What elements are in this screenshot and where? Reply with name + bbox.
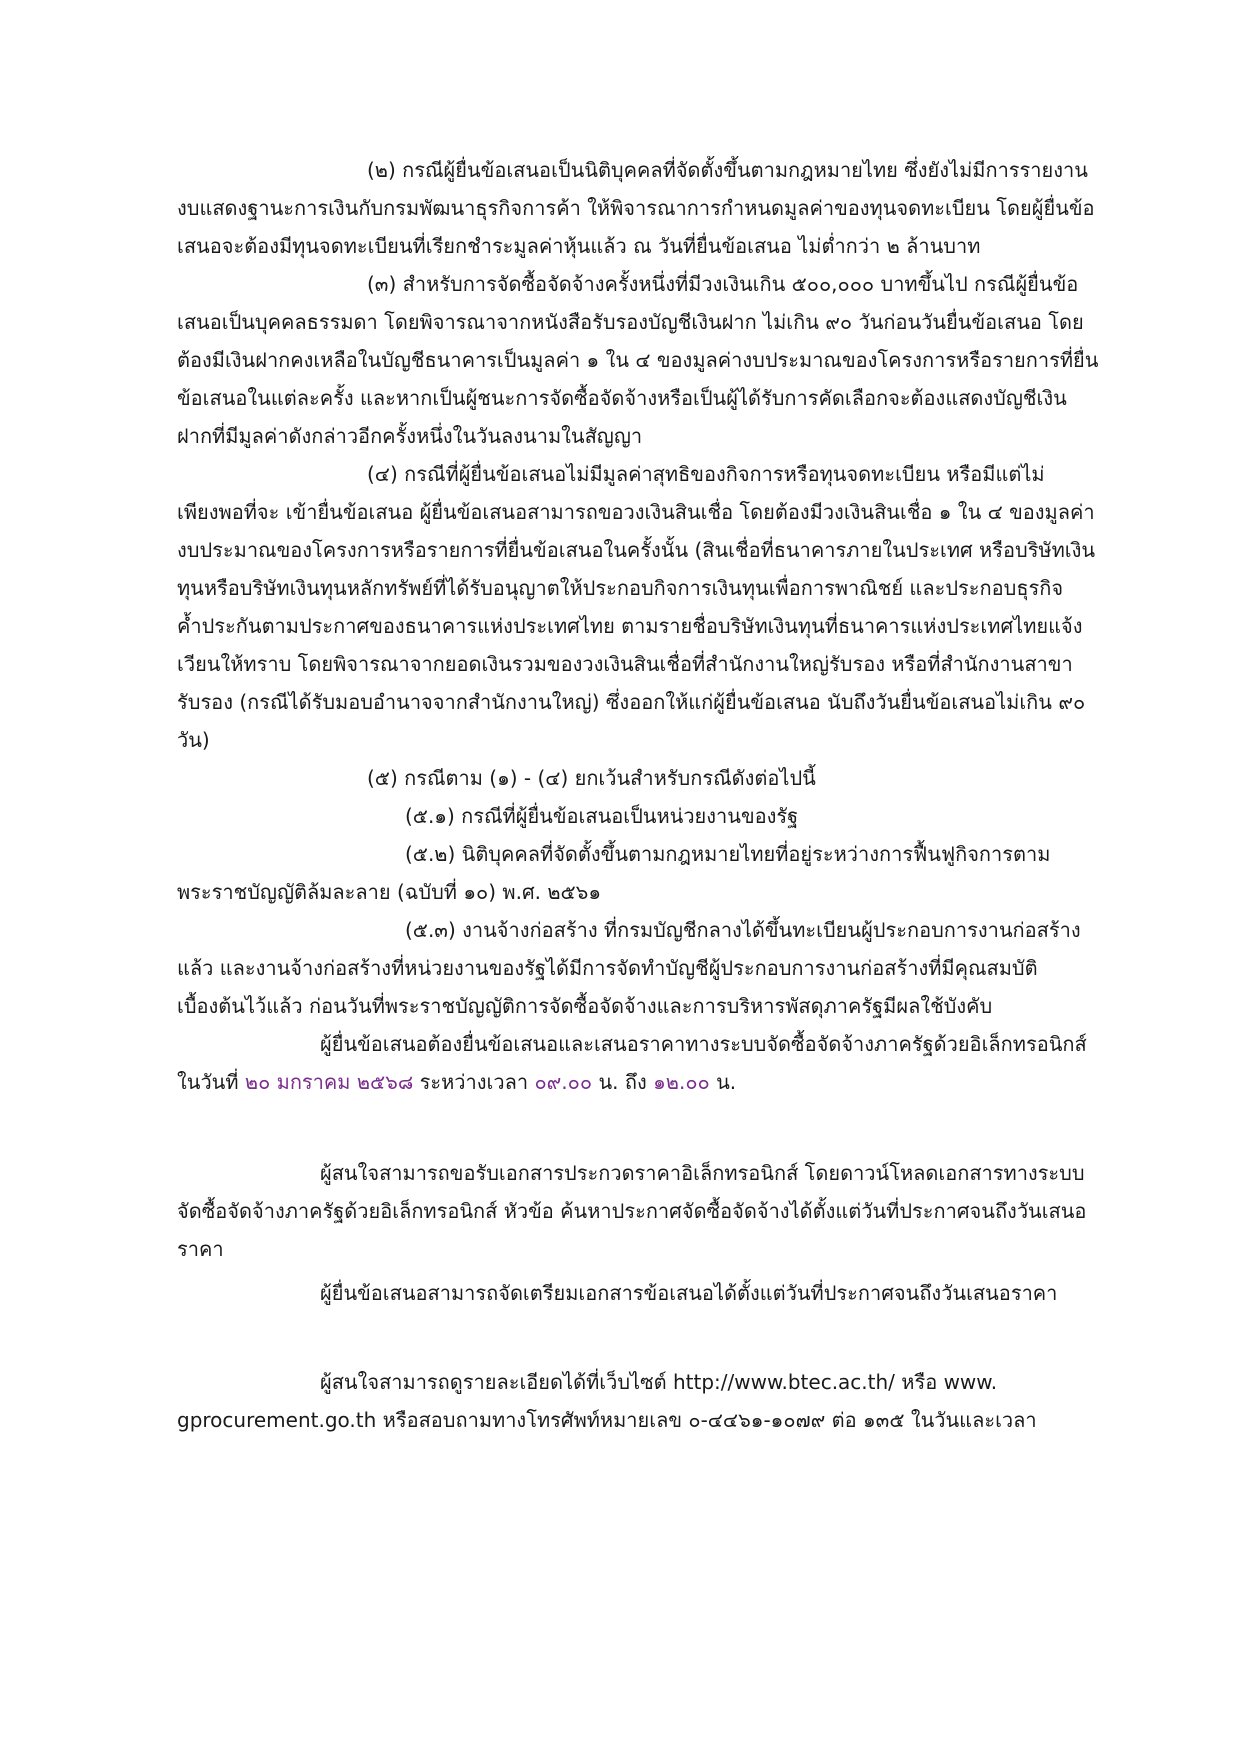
para3-line2: เสนอเป็นบุคคลธรรมดา โดยพิจารณาจากหนังสือรับรองบัญชีเงินฝาก ไม่เกิน ๙๐ วันก่อนวันยื่นข้อเสนอ โดย [177, 310, 1084, 334]
para5-2-line1: (๕.๒) นิติบุคคลที่จัดตั้งขึ้นตามกฎหมายไทยที่อยู่ระหว่างการฟื้นฟูกิจการตาม [405, 842, 1051, 866]
submission-line2 [177, 1067, 736, 1103]
download-line1: ผู้สนใจสามารถขอรับเอกสารประกวดราคาอิเล็กทรอนิกส์ โดยดาวน์โหลดเอกสารทางระบบ [320, 1161, 1085, 1185]
submission-mid2: น. ถึง [592, 1070, 654, 1094]
para5-2-line2: พระราชบัญญัติล้มละลาย (ฉบับที่ ๑๐) พ.ศ. ๒๕๖๑ [177, 880, 602, 904]
para3-line3: ต้องมีเงินฝากคงเหลือในบัญชีธนาคารเป็นมูลค่า ๑ ใน ๔ ของมูลค่างบประมาณของโครงการหรือรายการที่ยื่น [177, 348, 1099, 372]
contact-line1: ผู้สนใจสามารถดูรายละเอียดได้ที่เว็บไซต์ http://www.btec.ac.th/ หรือ www. [320, 1370, 998, 1394]
para4-line4: ทุนหรือบริษัทเงินทุนหลักทรัพย์ที่ได้รับอนุญาตให้ประกอบกิจการเงินทุนเพื่อการพาณิชย์ และประกอบธุรกิจ [177, 576, 1064, 600]
para4-line2: เพียงพอที่จะ เข้ายื่นข้อเสนอ ผู้ยื่นข้อเสนอสามารถขอวงเงินสินเชื่อ โดยต้องมีวงเงินสินเชื่อ ๑ ใน ๔ ของมูลค่า [177, 500, 1095, 524]
para5-3-line1: (๕.๓) งานจ้างก่อสร้าง ที่กรมบัญชีกลางได้ขึ้นทะเบียนผู้ประกอบการงานก่อสร้าง [405, 918, 1081, 942]
download-line2: จัดซื้อจัดจ้างภาครัฐด้วยอิเล็กทรอนิกส์ หัวข้อ ค้นหาประกาศจัดซื้อจัดจ้างได้ตั้งแต่วันที่ประกาศจนถึงวันเสนอ [177, 1199, 1087, 1223]
para5-heading: (๕) กรณีตาม (๑) - (๔) ยกเว้นสำหรับกรณีดังต่อไปนี้ [367, 766, 816, 790]
contact-line2: gprocurement.go.th หรือสอบถามทางโทรศัพท์หมายเลข ๐-๔๔๖๑-๑๐๗๙ ต่อ ๑๓๕ ในวันและเวลา [177, 1408, 1037, 1432]
submission-prefix: ในวันที่ [177, 1070, 245, 1094]
download-line3: ราคา [177, 1237, 224, 1261]
para2-line1: (๒) กรณีผู้ยื่นข้อเสนอเป็นนิติบุคคลที่จัดตั้งขึ้นตามกฎหมายไทย ซึ่งยังไม่มีการรายงาน [367, 158, 1088, 182]
para4-line3: งบประมาณของโครงการหรือรายการที่ยื่นข้อเสนอในครั้งนั้น (สินเชื่อที่ธนาคารภายในประเทศ หรือบริษัทเงิน [177, 538, 1096, 562]
para3-line4: ข้อเสนอในแต่ละครั้ง และหากเป็นผู้ชนะการจัดซื้อจัดจ้างหรือเป็นผู้ได้รับการคัดเลือกจะต้องแสดงบัญชีเงิน [177, 386, 1067, 410]
submission-time-start: ๐๙.๐๐ [534, 1070, 593, 1094]
para4-line7: รับรอง (กรณีได้รับมอบอำนาจจากสำนักงานใหญ่) ซึ่งออกให้แก่ผู้ยื่นข้อเสนอ นับถึงวันยื่นข้อเสนอไม่เกิน ๙๐ [177, 690, 1086, 714]
para2-line3: เสนอจะต้องมีทุนจดทะเบียนที่เรียกชำระมูลค่าหุ้นแล้ว ณ วันที่ยื่นข้อเสนอ ไม่ต่ำกว่า ๒ ล้านบาท [177, 234, 981, 258]
para3-line5: ฝากที่มีมูลค่าดังกล่าวอีกครั้งหนึ่งในวันลงนามในสัญญา [177, 424, 643, 448]
para2-line2: งบแสดงฐานะการเงินกับกรมพัฒนาธุรกิจการค้า ให้พิจารณาการกำหนดมูลค่าของทุนจดทะเบียน โดยผู้ยื่นข้อ [177, 196, 1095, 220]
submission-mid1: ระหว่างเวลา [413, 1070, 535, 1094]
para4-line1: (๔) กรณีที่ผู้ยื่นข้อเสนอไม่มีมูลค่าสุทธิของกิจการหรือทุนจดทะเบียน หรือมีแต่ไม่ [367, 462, 1045, 486]
para4-line6: เวียนให้ทราบ โดยพิจารณาจากยอดเงินรวมของวงเงินสินเชื่อที่สำนักงานใหญ่รับรอง หรือที่สำนักงานสาขา [177, 652, 1073, 676]
para5-3-line2: แล้ว และงานจ้างก่อสร้างที่หน่วยงานของรัฐได้มีการจัดทำบัญชีผู้ประกอบการงานก่อสร้างที่มีคุณสมบัติ [177, 956, 1038, 980]
submission-line1: ผู้ยื่นข้อเสนอต้องยื่นข้อเสนอและเสนอราคาทางระบบจัดซื้อจัดจ้างภาครัฐด้วยอิเล็กทรอนิกส์ [320, 1032, 1087, 1056]
para5-3-line3: เบื้องต้นไว้แล้ว ก่อนวันที่พระราชบัญญัติการจัดซื้อจัดจ้างและการบริหารพัสดุภาครัฐมีผลใช้บังคับ [177, 994, 993, 1018]
para3-line1: (๓) สำหรับการจัดซื้อจัดจ้างครั้งหนึ่งที่มีวงเงินเกิน ๕๐๐,๐๐๐ บาทขึ้นไป กรณีผู้ยื่นข้อ [367, 272, 1079, 296]
para5-1: (๕.๑) กรณีที่ผู้ยื่นข้อเสนอเป็นหน่วยงานของรัฐ [405, 804, 799, 828]
submission-date: ๒๐ มกราคม ๒๕๖๘ [244, 1070, 414, 1094]
para4-line8: วัน) [177, 728, 210, 752]
para4-line5: ค้ำประกันตามประกาศของธนาคารแห่งประเทศไทย ตามรายชื่อบริษัทเงินทุนที่ธนาคารแห่งประเทศไทยแจ้ง [177, 614, 1083, 638]
submission-time-end: ๑๒.๐๐ [653, 1070, 710, 1094]
prepare-line: ผู้ยื่นข้อเสนอสามารถจัดเตรียมเอกสารข้อเสนอได้ตั้งแต่วันที่ประกาศจนถึงวันเสนอราคา [320, 1281, 1058, 1305]
submission-suffix: น. [709, 1070, 737, 1094]
